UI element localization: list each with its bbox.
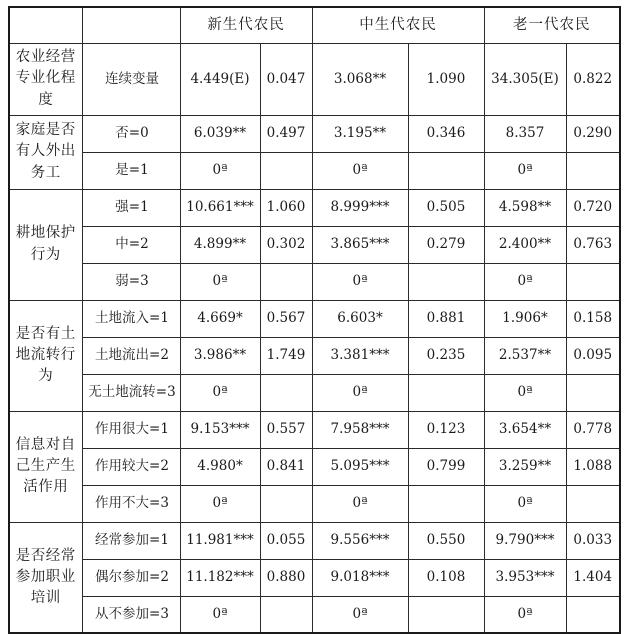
standard-error-cell: 0.158 [566, 300, 620, 337]
coefficient-cell: 3.195** [312, 115, 408, 152]
coefficient-cell: 3.259** [484, 448, 566, 485]
standard-error-cell: 0.799 [408, 448, 484, 485]
coefficient-cell: 6.039** [180, 115, 260, 152]
coefficient-cell: 5.095*** [312, 448, 408, 485]
variable-name-cell: 信息对自己生产生活作用 [9, 411, 82, 522]
coefficient-cell: 2.537** [484, 337, 566, 374]
coefficient-cell: 0ª [180, 485, 260, 522]
table-row [9, 596, 620, 633]
standard-error-cell: 0.550 [408, 522, 484, 559]
standard-error-cell: 0.108 [408, 559, 484, 596]
standard-error-cell [566, 485, 620, 522]
category-label-cell: 中=2 [82, 226, 180, 263]
standard-error-cell [566, 263, 620, 300]
coefficient-cell: 9.556*** [312, 522, 408, 559]
variable-name-cell: 是否经常参加职业培训 [9, 522, 82, 633]
variable-name-cell: 家庭是否有人外出务工 [9, 115, 82, 189]
category-label-cell: 作用很大=1 [82, 411, 180, 448]
standard-error-cell [408, 485, 484, 522]
standard-error-cell: 0.880 [260, 559, 312, 596]
table-row [9, 559, 620, 596]
standard-error-cell: 0.881 [408, 300, 484, 337]
coefficient-cell: 0ª [484, 374, 566, 411]
table-page [8, 6, 619, 634]
standard-error-cell [408, 374, 484, 411]
standard-error-cell: 0.047 [260, 43, 312, 115]
coefficient-cell: 0ª [180, 152, 260, 189]
coefficient-cell: 0ª [180, 374, 260, 411]
standard-error-cell [566, 596, 620, 633]
standard-error-cell: 1.404 [566, 559, 620, 596]
standard-error-cell [566, 374, 620, 411]
coefficient-cell: 3.654** [484, 411, 566, 448]
table-row [9, 152, 620, 189]
standard-error-cell [260, 263, 312, 300]
header-group-old-generation: 老一代农民 [484, 7, 620, 43]
coefficient-cell: 3.986** [180, 337, 260, 374]
coefficient-cell: 6.603* [312, 300, 408, 337]
coefficient-cell: 8.999*** [312, 189, 408, 226]
table-row [9, 448, 620, 485]
coefficient-cell: 4.598** [484, 189, 566, 226]
header-corner-variable [9, 7, 82, 43]
table-row [9, 226, 620, 263]
header-group-new-generation: 新生代农民 [180, 7, 312, 43]
standard-error-cell: 1.060 [260, 189, 312, 226]
category-label-cell: 作用不大=3 [82, 485, 180, 522]
coefficient-cell: 4.980* [180, 448, 260, 485]
category-label-cell: 无土地流转=3 [82, 374, 180, 411]
category-label-cell: 作用较大=2 [82, 448, 180, 485]
header-group-middle-generation: 中生代农民 [312, 7, 484, 43]
standard-error-cell: 0.763 [566, 226, 620, 263]
category-label-cell: 经常参加=1 [82, 522, 180, 559]
coefficient-cell: 2.400** [484, 226, 566, 263]
coefficient-cell: 0ª [484, 152, 566, 189]
coefficient-cell: 4.669* [180, 300, 260, 337]
table-row [9, 411, 620, 448]
coefficient-cell: 3.865*** [312, 226, 408, 263]
coefficient-cell: 9.018*** [312, 559, 408, 596]
regression-results-table [8, 6, 621, 634]
coefficient-cell: 34.305(E) [484, 43, 566, 115]
standard-error-cell: 0.497 [260, 115, 312, 152]
coefficient-cell: 0ª [484, 485, 566, 522]
standard-error-cell: 1.090 [408, 43, 484, 115]
variable-name-cell: 是否有土地流转行为 [9, 300, 82, 411]
category-label-cell: 从不参加=3 [82, 596, 180, 633]
coefficient-cell: 0ª [312, 374, 408, 411]
standard-error-cell: 0.841 [260, 448, 312, 485]
coefficient-cell: 0ª [484, 263, 566, 300]
table-row [9, 337, 620, 374]
standard-error-cell: 0.055 [260, 522, 312, 559]
table-row [9, 189, 620, 226]
header-corner-category [82, 7, 180, 43]
coefficient-cell: 10.661*** [180, 189, 260, 226]
table-row [9, 115, 620, 152]
table-body [9, 7, 620, 633]
coefficient-cell: 11.182*** [180, 559, 260, 596]
category-label-cell: 弱=3 [82, 263, 180, 300]
coefficient-cell: 7.958*** [312, 411, 408, 448]
standard-error-cell: 0.302 [260, 226, 312, 263]
standard-error-cell [260, 152, 312, 189]
standard-error-cell: 0.720 [566, 189, 620, 226]
standard-error-cell [260, 374, 312, 411]
standard-error-cell: 0.279 [408, 226, 484, 263]
standard-error-cell: 0.095 [566, 337, 620, 374]
coefficient-cell: 0ª [484, 596, 566, 633]
category-label-cell: 是=1 [82, 152, 180, 189]
coefficient-cell: 0ª [312, 485, 408, 522]
variable-name-cell: 耕地保护行为 [9, 189, 82, 300]
coefficient-cell: 3.068** [312, 43, 408, 115]
table-row [9, 300, 620, 337]
standard-error-cell: 0.290 [566, 115, 620, 152]
coefficient-cell: 9.790*** [484, 522, 566, 559]
table-row [9, 374, 620, 411]
standard-error-cell: 0.567 [260, 300, 312, 337]
coefficient-cell: 8.357 [484, 115, 566, 152]
category-label-cell: 连续变量 [82, 43, 180, 115]
standard-error-cell: 0.778 [566, 411, 620, 448]
coefficient-cell: 9.153*** [180, 411, 260, 448]
header-row [9, 7, 620, 43]
standard-error-cell: 1.749 [260, 337, 312, 374]
standard-error-cell: 0.033 [566, 522, 620, 559]
standard-error-cell: 0.822 [566, 43, 620, 115]
standard-error-cell: 0.346 [408, 115, 484, 152]
coefficient-cell: 4.449(E) [180, 43, 260, 115]
standard-error-cell: 0.505 [408, 189, 484, 226]
category-label-cell: 否=0 [82, 115, 180, 152]
standard-error-cell: 0.123 [408, 411, 484, 448]
coefficient-cell: 4.899** [180, 226, 260, 263]
standard-error-cell [260, 485, 312, 522]
coefficient-cell: 3.381*** [312, 337, 408, 374]
standard-error-cell: 0.557 [260, 411, 312, 448]
category-label-cell: 偶尔参加=2 [82, 559, 180, 596]
coefficient-cell: 0ª [180, 263, 260, 300]
standard-error-cell [408, 596, 484, 633]
coefficient-cell: 11.981*** [180, 522, 260, 559]
standard-error-cell [260, 596, 312, 633]
table-row [9, 43, 620, 115]
standard-error-cell [408, 152, 484, 189]
coefficient-cell: 0ª [312, 596, 408, 633]
table-row [9, 485, 620, 522]
coefficient-cell: 0ª [312, 152, 408, 189]
coefficient-cell: 1.906* [484, 300, 566, 337]
category-label-cell: 土地流出=2 [82, 337, 180, 374]
coefficient-cell: 3.953*** [484, 559, 566, 596]
category-label-cell: 强=1 [82, 189, 180, 226]
standard-error-cell: 0.235 [408, 337, 484, 374]
standard-error-cell [566, 152, 620, 189]
coefficient-cell: 0ª [180, 596, 260, 633]
coefficient-cell: 0ª [312, 263, 408, 300]
standard-error-cell [408, 263, 484, 300]
table-row [9, 522, 620, 559]
table-row [9, 263, 620, 300]
variable-name-cell: 农业经营专业化程度 [9, 43, 82, 115]
standard-error-cell: 1.088 [566, 448, 620, 485]
category-label-cell: 土地流入=1 [82, 300, 180, 337]
